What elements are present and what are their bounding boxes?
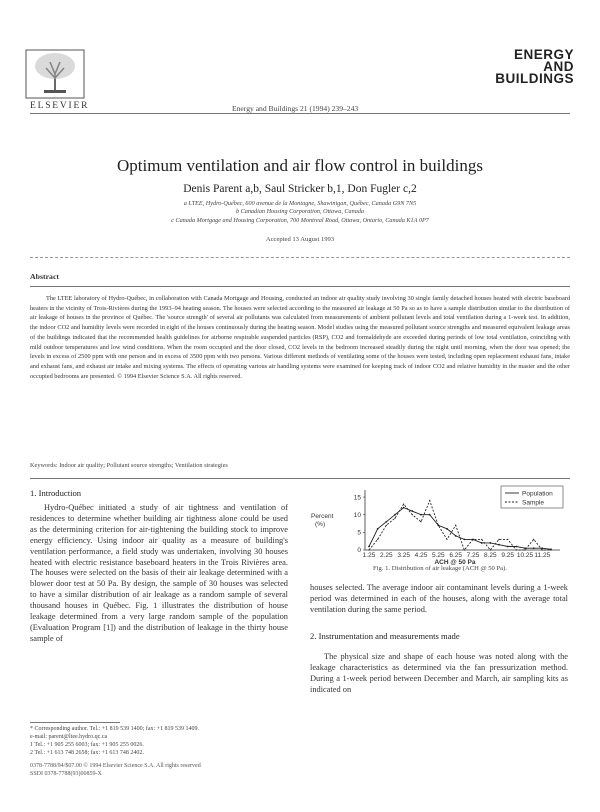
x-tick-label: 5.25 — [432, 552, 445, 559]
journal-reference: Energy and Buildings 21 (1994) 239–243 — [232, 104, 359, 113]
data-point-population — [377, 528, 379, 530]
figure-1-chart — [305, 480, 575, 565]
data-point-sample — [550, 549, 551, 550]
data-point-sample — [394, 518, 395, 519]
journal-title-line: ENERGY — [513, 47, 574, 62]
data-point-sample — [412, 514, 413, 515]
data-point-population — [446, 528, 448, 530]
affiliation-line: b Canadian Housing Corporation, Ottawa, Canada — [235, 208, 365, 216]
data-point-sample — [542, 549, 543, 550]
footnote-divider — [30, 722, 120, 723]
figure-caption: Fig. 1. Distribution of air leakage (ACH @ 50 Pa). — [373, 565, 507, 572]
data-point-population — [429, 514, 431, 516]
data-point-population — [394, 514, 396, 516]
data-point-sample — [455, 525, 456, 526]
x-tick-label: 7.25 — [466, 552, 480, 559]
data-point-population — [368, 546, 370, 548]
author-list: Denis Parent a,b, Saul Stricker b,1, Don Fugler c,2 — [183, 183, 417, 195]
elsevier-tree-logo — [22, 46, 110, 108]
y-tick-label: 10 — [353, 511, 361, 519]
header-divider — [30, 113, 570, 114]
y-axis-label-unit: (%) — [315, 521, 326, 528]
data-point-population — [463, 539, 465, 541]
x-tick-label: 6.25 — [449, 552, 462, 559]
data-point-population — [533, 547, 535, 549]
abstract-body: The LTEE laboratory of Hydro-Québec, in collaboration with Canada Mortgage and Housing, conducted an indoor air quality study involving 30 single family detached houses heated with electric baseboard heaters in the vicinity of Trois-Rivières during the 1993–94 heating season. The houses were selected according to the measured air leakage at 50 Pa so as to have a sample distribution similar to the distribution of air leakage of houses in the province of Québec. The 'source strength' of several air pollutants was calculated from measurements of ambient pollutant levels and total ventilation during a 1-week test. In addition, the indoor CO2 and humidity levels were recorded in eight of the houses continuously during the heating season. Model studies using the measured pollutant source strengths and measured equivalent leakage areas of the buildings indicated that the recommended health guidelines for airborne respirable suspended particles (RSP), CO2 and formaldehyde are exceeded during periods of low total ventilation, coinciding with mild outdoor temperatures and low wind conditions. When the room occupied and the door closed, CO2 levels in the bedroom increased steadily during the night until morning, when the door was opened; the levels in excess of 2500 ppm with one person and in excess of 3500 ppm with two persons. Various different methods of ventilating some of the houses were tested, including open replacement exhaust fans, intake and exhaust fans, and exhaust air intake and mixing systems. The effects of operating various air handling systems were examined for keeping track of indoor CO2 and relative humidity in the master and the other occupied bedrooms are presented. © 1994 Elsevier Science S.A. All rights reserved. — [30, 295, 570, 380]
introduction-continuation: houses selected. The average indoor air contaminant levels during a 1-week period was determined in each of the houses, along with the average total ventilation during the same period. — [310, 583, 568, 614]
section-heading-introduction: 1. Introduction — [30, 488, 82, 498]
data-point-sample — [429, 500, 430, 501]
data-point-population — [403, 507, 405, 509]
data-point-population — [385, 521, 387, 523]
data-point-population — [524, 547, 526, 549]
y-tick-label: 0 — [357, 547, 361, 555]
data-point-population — [411, 510, 413, 512]
data-point-sample — [481, 539, 482, 540]
publisher-name: ELSEVIER — [30, 101, 90, 111]
chart-legend — [501, 486, 563, 508]
x-tick-label: 10.25 — [516, 552, 534, 559]
data-point-population — [498, 544, 500, 546]
x-tick-label: 8.25 — [484, 552, 497, 559]
data-point-sample — [524, 549, 525, 550]
instrumentation-paragraph: The physical size and shape of each house was noted along with the leakage characteristics as determined via the fan pressurization method. During a 1-week period between December and March, air sampling kits as indicated on — [310, 652, 568, 694]
x-tick-label: 3.25 — [397, 552, 410, 559]
affiliations — [100, 200, 500, 225]
affiliation-line: c Canada Mortgage and Housing Corporation, 700 Montreal Road, Ottawa, Ontario, Canada K1A 0P7 — [171, 216, 429, 224]
section-heading-instrumentation: 2. Instrumentation and measurements made — [310, 631, 460, 641]
journal-title-line: BUILDINGS — [495, 71, 574, 86]
keywords: Keywords: Indoor air quality; Pollutant source strengths; Ventilation strategies — [30, 462, 228, 469]
data-point-population — [515, 546, 517, 548]
copyright-pii — [30, 762, 288, 778]
data-point-sample — [368, 549, 369, 550]
data-point-population — [455, 535, 457, 537]
abstract-top-divider — [30, 257, 570, 258]
keywords-divider — [30, 478, 570, 479]
x-tick-label: 11.25 — [534, 552, 551, 559]
data-point-sample — [498, 539, 499, 540]
data-point-sample — [386, 525, 387, 526]
legend-label-population: Population — [522, 490, 553, 498]
legend-label-sample: Sample — [522, 499, 545, 507]
data-point-sample — [533, 539, 534, 540]
data-point-population — [541, 547, 543, 549]
data-point-sample — [507, 539, 508, 540]
data-point-population — [420, 514, 422, 516]
data-point-sample — [446, 539, 447, 540]
affiliation-line: a LTEE, Hydro-Québec, 600 avenue de la Montagne, Shawinigan, Québec, Canada G9N 7N5 — [183, 200, 417, 207]
y-tick-label: 15 — [353, 494, 361, 502]
data-point-sample — [464, 549, 465, 550]
abstract-heading: Abstract — [30, 272, 60, 281]
accepted-date: Accepted 13 August 1993 — [265, 236, 335, 243]
pii-line: SSDI 0378-7788(93)00859-X — [30, 771, 102, 777]
footnote-line: 1 Tel.: +1 905 255 6003; fax: +1 905 255 0026. — [30, 742, 144, 748]
data-point-population — [481, 542, 483, 544]
x-tick-label: 9.25 — [501, 552, 514, 559]
data-point-population — [489, 542, 491, 544]
x-tick-label: 4.25 — [414, 552, 428, 559]
data-point-sample — [438, 525, 439, 526]
journal-title-line: AND — [543, 59, 574, 74]
series-line-population — [369, 508, 551, 550]
pii-line: 0378-7788/94/$07.00 © 1994 Elsevier Science S.A. All rights reserved — [30, 763, 201, 769]
data-point-population — [507, 546, 509, 548]
abstract-divider — [30, 286, 570, 287]
data-point-sample — [490, 549, 491, 550]
data-point-sample — [403, 504, 404, 505]
article-title: Optimum ventilation and air flow control in buildings — [117, 156, 483, 175]
x-axis-label: ACH @ 50 Pa — [434, 559, 476, 565]
introduction-paragraph: Hydro-Québec initiated a study of air tightness and ventilation of residences to determine whether building air tightness alone could be used as the determining criterion for air-tightening the building stock to improve energy efficiency. Using indoor air quality as a measure of building's ventilation performance, a field study was undertaken, involving 30 houses heated with electric resistance baseboard heaters in the Trois Rivières area. The houses were selected on the basis of their air leakage determined with a blower door test at 50 Pa. By design, the sample of 30 houses was selected to have a similar distribution of air leakage as a random sample of several thousand houses in Québec. Fig. 1 illustrates the distribution of house leakage determined from a very large random sample of the population (Evaluation Program [1]) and the distribution of leakage in the thirty house sample of — [30, 503, 288, 643]
data-point-sample — [516, 549, 517, 550]
data-point-sample — [472, 539, 473, 540]
data-point-sample — [377, 539, 378, 540]
journal-title — [484, 49, 574, 85]
footnote-line: 2 Tel.: +1 613 748 2658; fax: +1 613 748 2402. — [30, 750, 144, 756]
footnote-line: e-mail: parent@ltee.hydro.qc.ca — [30, 734, 108, 740]
data-point-sample — [420, 521, 421, 522]
y-axis-label: Percent — [311, 513, 334, 520]
footnote-line: * Corresponding author. Tel.: +1 819 539 1400; fax: +1 819 539 1409. — [30, 726, 200, 732]
footnotes — [30, 725, 288, 757]
y-tick-label: 5 — [357, 529, 361, 537]
x-tick-label: 2.25 — [380, 552, 393, 559]
x-tick-label: 1.25 — [362, 552, 376, 559]
